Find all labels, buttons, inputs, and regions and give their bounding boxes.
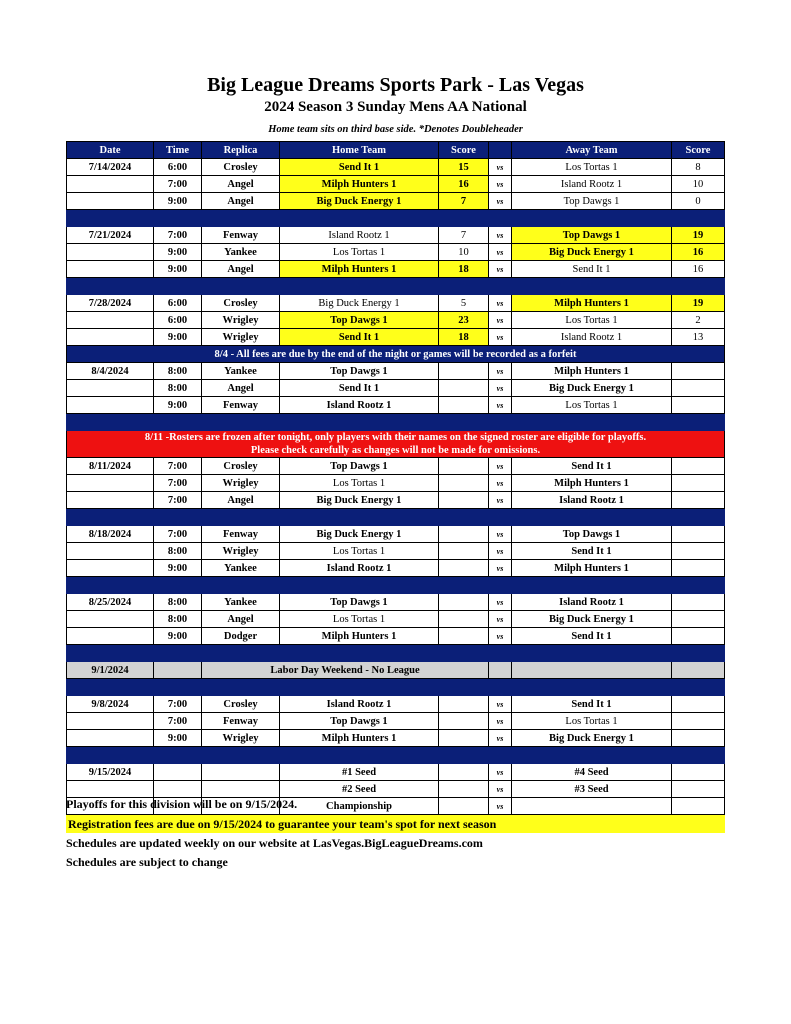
game-field: Wrigley <box>202 730 280 747</box>
vs-label: vs <box>489 475 512 492</box>
separator-row <box>67 414 725 431</box>
game-date <box>67 397 154 414</box>
roster-notice-line2: Please check carefully as changes will not be made for omissions. <box>67 444 725 458</box>
home-score <box>439 492 489 509</box>
home-team: Los Tortas 1 <box>280 475 439 492</box>
game-time: 9:00 <box>154 244 202 261</box>
home-score <box>439 798 489 815</box>
game-row <box>67 397 725 414</box>
game-date: 8/11/2024 <box>67 458 154 475</box>
column-header <box>489 142 512 159</box>
vs-label: vs <box>489 764 512 781</box>
game-date: 7/21/2024 <box>67 227 154 244</box>
column-header: Home Team <box>280 142 439 159</box>
game-field: Crosley <box>202 159 280 176</box>
separator-row <box>67 577 725 594</box>
game-row <box>67 363 725 380</box>
home-score: 18 <box>439 261 489 278</box>
away-team: Send It 1 <box>512 458 672 475</box>
column-header: Time <box>154 142 202 159</box>
game-time: 9:00 <box>154 193 202 210</box>
game-date <box>67 543 154 560</box>
game-row <box>67 159 725 176</box>
game-field: Dodger <box>202 628 280 645</box>
home-score <box>439 475 489 492</box>
game-field: Angel <box>202 492 280 509</box>
away-score <box>672 475 725 492</box>
away-team: Milph Hunters 1 <box>512 560 672 577</box>
game-field <box>202 764 280 781</box>
game-date <box>67 560 154 577</box>
game-row <box>67 193 725 210</box>
home-team: #1 Seed <box>280 764 439 781</box>
game-time: 8:00 <box>154 363 202 380</box>
website-note: Schedules are updated weekly on our website at LasVegas.BigLeagueDreams.com <box>66 836 483 850</box>
home-score <box>439 363 489 380</box>
vs-label: vs <box>489 295 512 312</box>
vs-label: vs <box>489 492 512 509</box>
game-field <box>202 781 280 798</box>
home-team: Milph Hunters 1 <box>280 176 439 193</box>
game-row <box>67 329 725 346</box>
schedule-table <box>66 141 725 832</box>
game-row <box>67 475 725 492</box>
home-score <box>439 526 489 543</box>
vs-label: vs <box>489 397 512 414</box>
vs-label: vs <box>489 244 512 261</box>
game-date <box>67 611 154 628</box>
home-score: 5 <box>439 295 489 312</box>
home-team-note: Home team sits on third base side. *Denotes Doubleheader <box>268 124 523 135</box>
away-team: Los Tortas 1 <box>512 713 672 730</box>
game-time: 7:00 <box>154 176 202 193</box>
home-team: Los Tortas 1 <box>280 611 439 628</box>
game-time: 6:00 <box>154 295 202 312</box>
roster-notice-row <box>67 431 725 445</box>
home-score: 15 <box>439 159 489 176</box>
game-time: 8:00 <box>154 380 202 397</box>
game-time: 6:00 <box>154 312 202 329</box>
away-team: Send It 1 <box>512 696 672 713</box>
fees-notice: 8/4 - All fees are due by the end of the night or games will be recorded as a forfeit <box>67 346 725 363</box>
game-date <box>67 261 154 278</box>
away-score: 19 <box>672 227 725 244</box>
game-date: 8/4/2024 <box>67 363 154 380</box>
away-team: Big Duck Energy 1 <box>512 730 672 747</box>
home-team: Los Tortas 1 <box>280 543 439 560</box>
game-time <box>154 764 202 781</box>
away-team: Milph Hunters 1 <box>512 475 672 492</box>
home-team: Island Rootz 1 <box>280 227 439 244</box>
game-field: Fenway <box>202 526 280 543</box>
game-row <box>67 628 725 645</box>
home-team: Top Dawgs 1 <box>280 713 439 730</box>
roster-notice-row <box>67 444 725 458</box>
away-team: Los Tortas 1 <box>512 312 672 329</box>
separator-row <box>67 278 725 295</box>
vs-label: vs <box>489 798 512 815</box>
home-score <box>439 594 489 611</box>
game-field: Angel <box>202 380 280 397</box>
away-team <box>512 798 672 815</box>
home-team: Island Rootz 1 <box>280 696 439 713</box>
away-score <box>672 798 725 815</box>
game-field: Yankee <box>202 363 280 380</box>
page-subtitle: 2024 Season 3 Sunday Mens AA National <box>264 99 527 115</box>
vs-label: vs <box>489 781 512 798</box>
home-score <box>439 781 489 798</box>
home-team: Top Dawgs 1 <box>280 594 439 611</box>
game-field: Angel <box>202 261 280 278</box>
away-team: Milph Hunters 1 <box>512 363 672 380</box>
game-time: 7:00 <box>154 696 202 713</box>
game-date: 9/15/2024 <box>67 764 154 781</box>
game-row <box>67 781 725 798</box>
home-score <box>439 380 489 397</box>
game-row <box>67 594 725 611</box>
away-team: Island Rootz 1 <box>512 594 672 611</box>
home-team: Big Duck Energy 1 <box>280 492 439 509</box>
vs-label: vs <box>489 329 512 346</box>
vs-label: vs <box>489 193 512 210</box>
game-field: Crosley <box>202 458 280 475</box>
vs-label: vs <box>489 560 512 577</box>
vs-label: vs <box>489 594 512 611</box>
home-score: 7 <box>439 193 489 210</box>
column-header: Score <box>439 142 489 159</box>
game-time <box>154 781 202 798</box>
game-time: 8:00 <box>154 594 202 611</box>
game-date: 9/8/2024 <box>67 696 154 713</box>
game-field: Fenway <box>202 713 280 730</box>
away-team: Big Duck Energy 1 <box>512 611 672 628</box>
home-team: Send It 1 <box>280 329 439 346</box>
game-field: Yankee <box>202 560 280 577</box>
away-team: Top Dawgs 1 <box>512 227 672 244</box>
vs-label: vs <box>489 312 512 329</box>
away-score <box>672 764 725 781</box>
home-team: Send It 1 <box>280 380 439 397</box>
game-row <box>67 696 725 713</box>
game-field: Wrigley <box>202 312 280 329</box>
game-row <box>67 730 725 747</box>
playoffs-note: Playoffs for this division will be on 9/15/2024. <box>66 797 298 811</box>
vs-label: vs <box>489 227 512 244</box>
separator-row <box>67 645 725 662</box>
separator-row <box>67 679 725 696</box>
away-score <box>672 713 725 730</box>
game-time: 6:00 <box>154 159 202 176</box>
column-header: Away Team <box>512 142 672 159</box>
home-team: Championship <box>280 798 439 815</box>
away-score: 16 <box>672 261 725 278</box>
vs-label: vs <box>489 611 512 628</box>
separator-row <box>67 210 725 227</box>
home-score <box>439 696 489 713</box>
home-team: Island Rootz 1 <box>280 560 439 577</box>
home-team: Island Rootz 1 <box>280 397 439 414</box>
vs-label: vs <box>489 628 512 645</box>
home-score: 10 <box>439 244 489 261</box>
game-row <box>67 492 725 509</box>
home-team: #2 Seed <box>280 781 439 798</box>
game-date: 8/18/2024 <box>67 526 154 543</box>
home-score <box>439 713 489 730</box>
vs-label: vs <box>489 696 512 713</box>
away-score <box>672 730 725 747</box>
game-row <box>67 261 725 278</box>
column-header: Replica <box>202 142 280 159</box>
away-team: Los Tortas 1 <box>512 397 672 414</box>
home-score: 23 <box>439 312 489 329</box>
game-field: Angel <box>202 193 280 210</box>
home-score: 7 <box>439 227 489 244</box>
away-score: 8 <box>672 159 725 176</box>
vs-label: vs <box>489 543 512 560</box>
away-score <box>672 594 725 611</box>
game-field: Fenway <box>202 227 280 244</box>
vs-label: vs <box>489 713 512 730</box>
away-score <box>672 380 725 397</box>
away-score <box>672 781 725 798</box>
game-time: 7:00 <box>154 475 202 492</box>
away-score <box>672 363 725 380</box>
game-field: Angel <box>202 611 280 628</box>
game-date <box>67 492 154 509</box>
game-field: Wrigley <box>202 329 280 346</box>
home-score <box>439 458 489 475</box>
home-score: 18 <box>439 329 489 346</box>
separator-row <box>67 509 725 526</box>
away-team: Milph Hunters 1 <box>512 295 672 312</box>
game-field: Yankee <box>202 244 280 261</box>
home-score <box>439 397 489 414</box>
game-field: Yankee <box>202 594 280 611</box>
game-date <box>67 475 154 492</box>
game-date <box>67 380 154 397</box>
game-field: Fenway <box>202 397 280 414</box>
home-score <box>439 628 489 645</box>
game-time: 7:00 <box>154 458 202 475</box>
game-date <box>67 312 154 329</box>
game-date <box>67 176 154 193</box>
away-score: 19 <box>672 295 725 312</box>
game-time: 8:00 <box>154 611 202 628</box>
game-row <box>67 227 725 244</box>
game-row <box>67 611 725 628</box>
game-row <box>67 764 725 781</box>
vs-label: vs <box>489 380 512 397</box>
game-date: 7/28/2024 <box>67 295 154 312</box>
away-score: 10 <box>672 176 725 193</box>
home-score <box>439 611 489 628</box>
away-team: Top Dawgs 1 <box>512 526 672 543</box>
home-score <box>439 730 489 747</box>
away-score: 0 <box>672 193 725 210</box>
page-title: Big League Dreams Sports Park - Las Vegas <box>207 74 584 96</box>
away-team: #4 Seed <box>512 764 672 781</box>
game-time: 7:00 <box>154 713 202 730</box>
game-field: Angel <box>202 176 280 193</box>
away-score <box>672 696 725 713</box>
away-team: Top Dawgs 1 <box>512 193 672 210</box>
home-score <box>439 543 489 560</box>
column-header: Score <box>672 142 725 159</box>
away-team: #3 Seed <box>512 781 672 798</box>
away-team: Big Duck Energy 1 <box>512 244 672 261</box>
labor-day-notice: Labor Day Weekend - No League <box>202 662 489 679</box>
game-row <box>67 458 725 475</box>
away-team: Big Duck Energy 1 <box>512 380 672 397</box>
away-team: Island Rootz 1 <box>512 329 672 346</box>
game-time: 7:00 <box>154 492 202 509</box>
game-time: 9:00 <box>154 261 202 278</box>
game-time: 9:00 <box>154 560 202 577</box>
game-date: 8/25/2024 <box>67 594 154 611</box>
game-date <box>67 713 154 730</box>
away-score <box>672 543 725 560</box>
labor-day-row <box>67 662 725 679</box>
away-team: Send It 1 <box>512 261 672 278</box>
home-team: Top Dawgs 1 <box>280 363 439 380</box>
game-row <box>67 312 725 329</box>
away-score <box>672 492 725 509</box>
game-row <box>67 713 725 730</box>
subject-to-change-note: Schedules are subject to change <box>66 855 228 869</box>
away-score <box>672 458 725 475</box>
vs-label: vs <box>489 261 512 278</box>
game-date <box>67 329 154 346</box>
away-score <box>672 560 725 577</box>
column-header: Date <box>67 142 154 159</box>
away-score <box>672 397 725 414</box>
away-score: 13 <box>672 329 725 346</box>
game-date <box>67 193 154 210</box>
home-team: Los Tortas 1 <box>280 244 439 261</box>
registration-note: Registration fees are due on 9/15/2024 to guarantee your team's spot for next season <box>66 815 725 833</box>
away-score: 16 <box>672 244 725 261</box>
game-row <box>67 380 725 397</box>
game-time: 9:00 <box>154 628 202 645</box>
vs-label: vs <box>489 458 512 475</box>
home-team: Milph Hunters 1 <box>280 628 439 645</box>
separator-row <box>67 747 725 764</box>
game-time: 9:00 <box>154 329 202 346</box>
game-row <box>67 176 725 193</box>
game-field: Crosley <box>202 295 280 312</box>
away-team: Send It 1 <box>512 628 672 645</box>
away-team: Island Rootz 1 <box>512 492 672 509</box>
roster-notice-line1: 8/11 -Rosters are frozen after tonight, only players with their names on the signed roster are eligible for playoffs. <box>67 431 725 445</box>
column-header-row <box>67 142 725 159</box>
labor-day-date: 9/1/2024 <box>67 662 154 679</box>
game-time: 7:00 <box>154 227 202 244</box>
game-date <box>67 244 154 261</box>
home-score: 16 <box>439 176 489 193</box>
away-score <box>672 611 725 628</box>
fees-notice-row <box>67 346 725 363</box>
game-row <box>67 244 725 261</box>
game-row <box>67 526 725 543</box>
home-team: Top Dawgs 1 <box>280 458 439 475</box>
game-date <box>67 781 154 798</box>
game-row <box>67 543 725 560</box>
game-date: 7/14/2024 <box>67 159 154 176</box>
home-team: Top Dawgs 1 <box>280 312 439 329</box>
game-date <box>67 628 154 645</box>
home-team: Milph Hunters 1 <box>280 261 439 278</box>
vs-label: vs <box>489 730 512 747</box>
home-team: Milph Hunters 1 <box>280 730 439 747</box>
vs-label: vs <box>489 159 512 176</box>
game-time: 7:00 <box>154 526 202 543</box>
home-team: Big Duck Energy 1 <box>280 193 439 210</box>
vs-label: vs <box>489 176 512 193</box>
away-team: Los Tortas 1 <box>512 159 672 176</box>
home-team: Send It 1 <box>280 159 439 176</box>
game-time: 8:00 <box>154 543 202 560</box>
away-score <box>672 628 725 645</box>
game-field: Wrigley <box>202 475 280 492</box>
game-time: 9:00 <box>154 397 202 414</box>
game-field: Crosley <box>202 696 280 713</box>
game-field: Wrigley <box>202 543 280 560</box>
game-row <box>67 560 725 577</box>
home-score <box>439 764 489 781</box>
home-score <box>439 560 489 577</box>
game-date <box>67 730 154 747</box>
away-team: Island Rootz 1 <box>512 176 672 193</box>
vs-label: vs <box>489 363 512 380</box>
home-team: Big Duck Energy 1 <box>280 295 439 312</box>
away-team: Send It 1 <box>512 543 672 560</box>
home-team: Big Duck Energy 1 <box>280 526 439 543</box>
away-score <box>672 526 725 543</box>
away-score: 2 <box>672 312 725 329</box>
game-time: 9:00 <box>154 730 202 747</box>
vs-label: vs <box>489 526 512 543</box>
game-row <box>67 295 725 312</box>
